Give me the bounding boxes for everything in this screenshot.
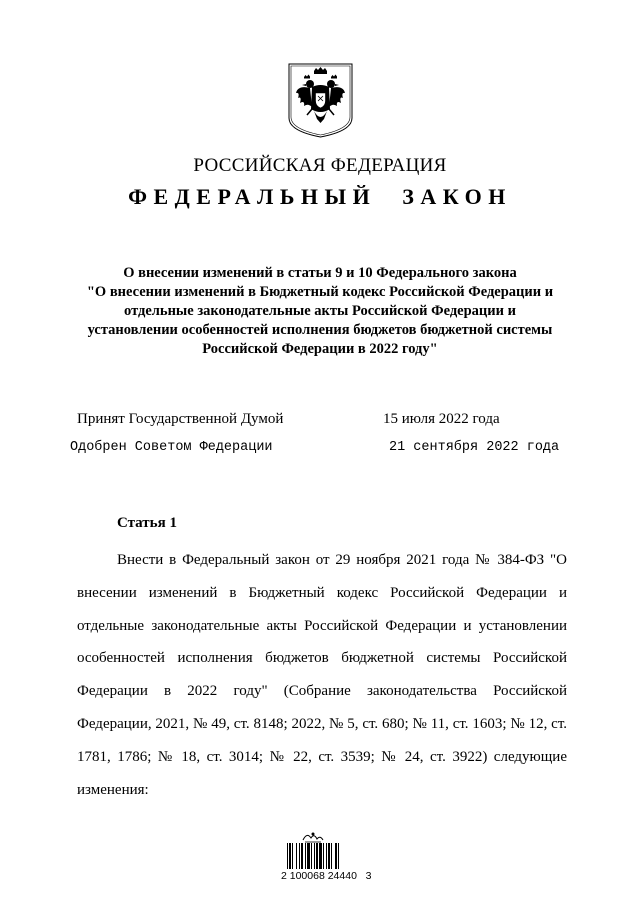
- registration-mark-icon: [301, 830, 325, 844]
- law-title: [70, 264, 570, 359]
- coat-of-arms-icon: [288, 63, 353, 138]
- duma-adoption-date: 15 июля 2022 года: [383, 411, 500, 427]
- law-title-line: Российской Федерации в 2022 году": [202, 341, 438, 357]
- law-type-heading: ФЕДЕРАЛЬНЫЙ ЗАКОН: [128, 184, 512, 209]
- article-heading: Статья 1: [117, 515, 177, 531]
- barcode-icon: [286, 843, 358, 871]
- council-approval-date: 21 сентября 2022 года: [389, 440, 560, 455]
- law-title-line: отдельные законодательные акты Российской Федерации и: [124, 303, 516, 319]
- barcode-number: 2 100068 24440 3: [281, 870, 372, 882]
- law-title-line: О внесении изменений в статьи 9 и 10 Федерального закона: [123, 265, 517, 281]
- law-title-line: установлении особенностей исполнения бюджетов бюджетной системы: [87, 322, 553, 338]
- council-approval-label: Одобрен Советом Федерации: [70, 440, 273, 455]
- duma-adoption-label: Принят Государственной Думой: [77, 411, 284, 427]
- article-paragraph: Внести в Федеральный закон от 29 ноября 2021 года № 384-ФЗ "О внесении изменений в Бюджетный кодекс Российской Федерации и отдельные законодательные акты Российской Федерации и установлении особенностей исполнения бюджетов бюджетной системы Российской Федерации в 2022 году" (Собрание законодательства Российской Федерации, 2021, № 49, ст. 8148; 2022, № 5, ст. 680; № 11, ст. 1603; № 12, ст. 1781, 1786; № 18, ст. 3014; № 22, ст. 3539; № 24, ст. 3922) следующие изменения:: [77, 552, 567, 798]
- law-title-line: "О внесении изменений в Бюджетный кодекс Российской Федерации и: [86, 284, 554, 300]
- country-heading: РОССИЙСКАЯ ФЕДЕРАЦИЯ: [193, 155, 447, 176]
- article-body: [77, 544, 567, 806]
